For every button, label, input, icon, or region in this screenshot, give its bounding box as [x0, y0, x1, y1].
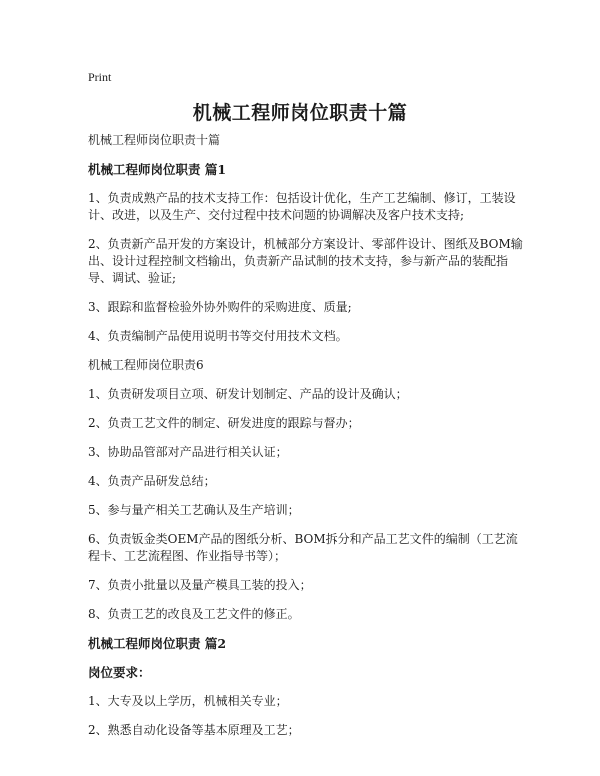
paragraph: 5、参与量产相关工艺确认及生产培训；	[88, 503, 300, 517]
paragraph: 8、负责工艺的改良及工艺文件的修正。	[88, 607, 300, 621]
paragraph: 3、协助品管部对产品进行相关认证；	[88, 445, 288, 459]
paragraph: 3、跟踪和监督检验外协外购件的采购进度、质量;	[88, 300, 352, 314]
paragraph: 2、负责工艺文件的制定、研发进度的跟踪与督办；	[88, 416, 360, 430]
section-heading: 岗位要求：	[88, 665, 151, 680]
paragraph: 1、负责成熟产品的技术支持工作：包括设计优化，生产工艺编制、修订，工装设计、改进，以及生产、交付过程中技术问题的协调解决及客户技术支持;	[88, 191, 516, 222]
paragraph: 2、熟悉自动化设备等基本原理及工艺；	[88, 723, 300, 737]
document-body	[88, 132, 528, 751]
paragraph: 机械工程师岗位职责6	[88, 358, 204, 372]
paragraph: 2、负责新产品开发的方案设计，机械部分方案设计、零部件设计、图纸及BOM输出、设计过程控制文档输出，负责新产品试制的技术支持，参与新产品的装配指导、调试、验证;	[88, 237, 523, 285]
paragraph: 机械工程师岗位职责十篇	[88, 133, 221, 147]
paragraph: 4、负责产品研发总结；	[88, 474, 216, 488]
section-heading: 机械工程师岗位职责 篇1	[88, 162, 227, 177]
paragraph: 4、负责编制产品使用说明书等交付用技术文档。	[88, 329, 348, 343]
paragraph: 6、负责钣金类OEM产品的图纸分析、BOM拆分和产品工艺文件的编制（工艺流程卡、工艺流程图、作业指导书等）；	[88, 532, 518, 563]
print-link[interactable]: Print	[88, 70, 112, 84]
document-title: 机械工程师岗位职责十篇	[192, 102, 408, 124]
paragraph: 7、负责小批量以及量产模具工装的投入；	[88, 578, 312, 592]
section-heading: 机械工程师岗位职责 篇2	[88, 636, 227, 651]
paragraph: 1、大专及以上学历，机械相关专业；	[88, 694, 288, 708]
paragraph: 1、负责研发项目立项、研发计划制定、产品的设计及确认；	[88, 387, 408, 401]
